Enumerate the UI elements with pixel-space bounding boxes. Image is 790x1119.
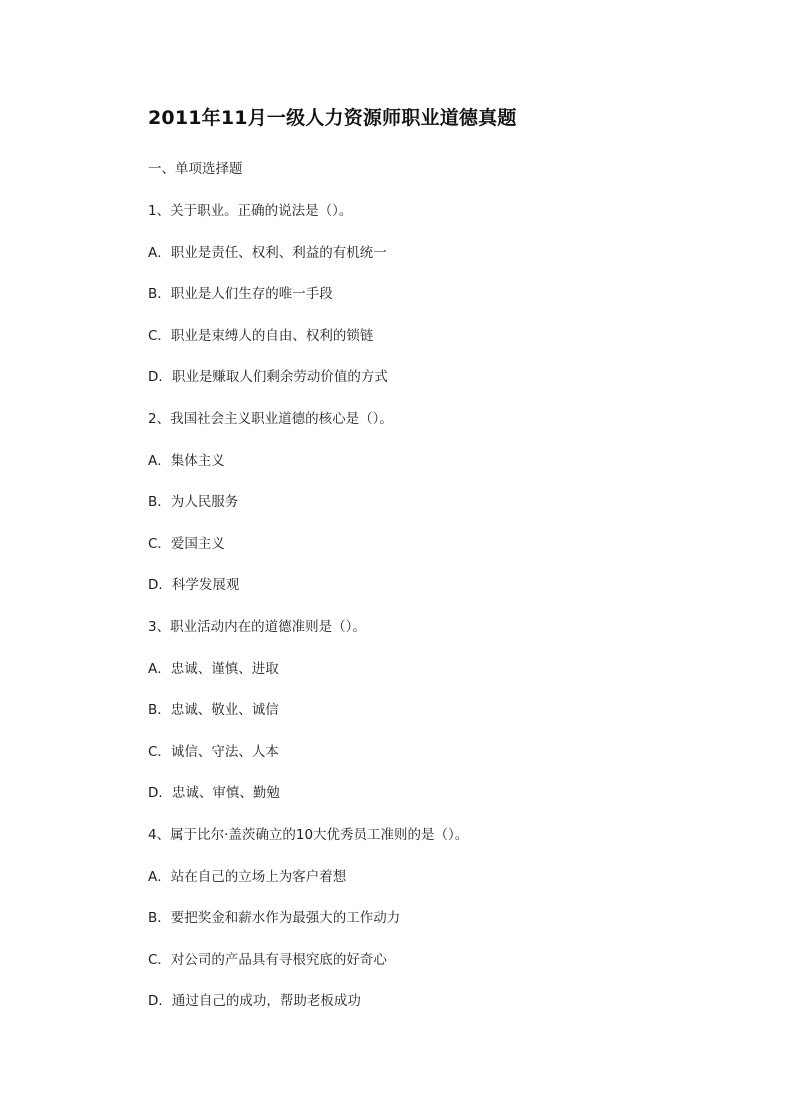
- question-4-stem: 4、属于比尔·盖茨确立的10大优秀员工准则的是（）。: [148, 827, 469, 843]
- question-2-option-a: A．集体主义: [148, 453, 225, 469]
- question-1-stem: 1、关于职业。正确的说法是（）。: [148, 203, 353, 219]
- question-1-option-d: D．职业是赚取人们剩余劳动价值的方式: [148, 369, 388, 385]
- question-1-option-a: A．职业是责任、权利、利益的有机统一: [148, 245, 387, 261]
- question-2-stem: 2、我国社会主义职业道德的核心是（）。: [148, 411, 393, 427]
- question-4-option-b: B．要把奖金和薪水作为最强大的工作动力: [148, 910, 401, 926]
- question-2-option-d: D．科学发展观: [148, 577, 240, 593]
- question-2-option-c: C．爱国主义: [148, 536, 225, 552]
- section-heading: 一、单项选择题: [148, 161, 243, 177]
- question-3-option-b: B．忠诚、敬业、诚信: [148, 702, 279, 718]
- question-3-option-d: D．忠诚、审慎、勤勉: [148, 785, 280, 801]
- question-4-option-d: D．通过自己的成功，帮助老板成功: [148, 993, 361, 1009]
- question-3-option-a: A．忠诚、谨慎、进取: [148, 661, 279, 677]
- question-1-option-b: B．职业是人们生存的唯一手段: [148, 286, 333, 302]
- document-title: 2011年11月一级人力资源师职业道德真题: [148, 107, 517, 129]
- question-1-option-c: C．职业是束缚人的自由、权利的锁链: [148, 328, 374, 344]
- question-4-option-c: C．对公司的产品具有寻根究底的好奇心: [148, 952, 387, 968]
- question-2-option-b: B．为人民服务: [148, 494, 239, 510]
- question-4-option-a: A．站在自己的立场上为客户着想: [148, 869, 347, 885]
- question-3-option-c: C．诚信、守法、人本: [148, 744, 279, 760]
- question-3-stem: 3、职业活动内在的道德准则是（）。: [148, 619, 366, 635]
